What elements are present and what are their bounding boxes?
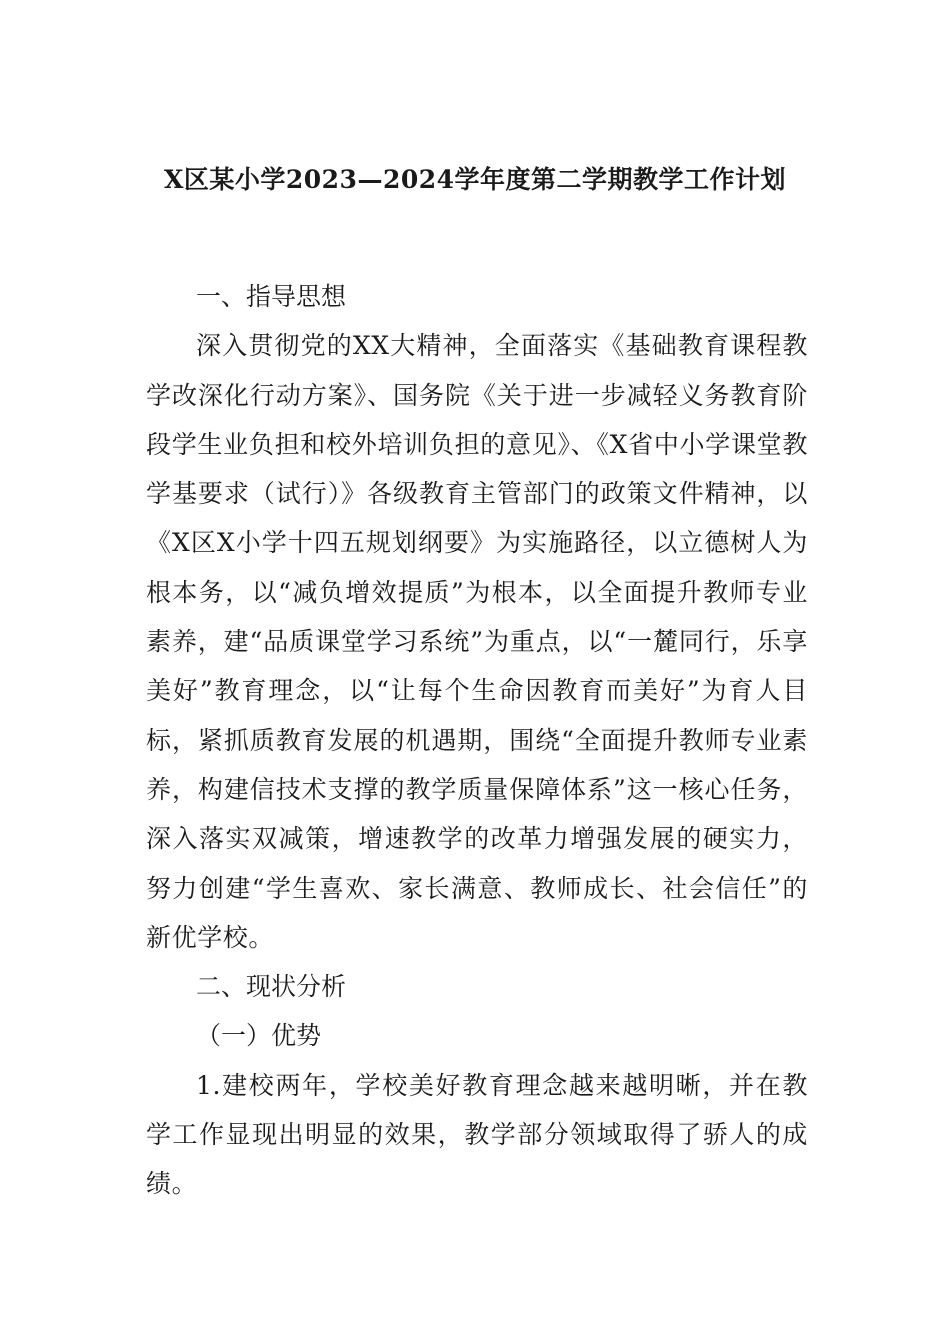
document-title: X区某小学2023—2024学年度第二学期教学工作计划 <box>163 165 787 194</box>
paragraph-guiding-ideology: 深入贯彻党的XX大精神，全面落实《基础教育课程教学改深化行动方案》、国务院《关于进一步减轻义务教育阶段学生业负担和校外培训负担的意见》、《X省中小学课堂教学基要求（试行）》各级教育主管部门的政策文件精神，以《X区X小学十四五规划纲要》为实施路径，以立德树人为根本务，以“减负增效提质”为根本，以全面提升教师专业素养，建“品质课堂学习系统”为重点，以“一麓同行，乐享美好”教育理念，以“让每个生命因教育而美好”为育人目标，紧抓质教育发展的机遇期，围绕“全面提升教师专业素养，构建信技术支撑的教学质量保障体系”这一核心任务，深入落实双减策，增速教学的改革力增强发展的硬实力，努力创建“学生喜欢、家长满意、教师成长、社会信任”的新优学校。 <box>146 331 808 952</box>
section-heading-guiding-ideology: 一、指导思想 <box>196 282 347 311</box>
document-body <box>146 272 808 1209</box>
paragraph-advantage-1: 1.建校两年，学校美好教育理念越来越明晰，并在教学工作显现出明显的效果，教学部分领域取得了骄人的成绩。 <box>146 1070 808 1199</box>
section-heading-status-analysis: 二、现状分析 <box>196 972 347 1002</box>
subheading-advantages: （一）优势 <box>196 1021 322 1051</box>
